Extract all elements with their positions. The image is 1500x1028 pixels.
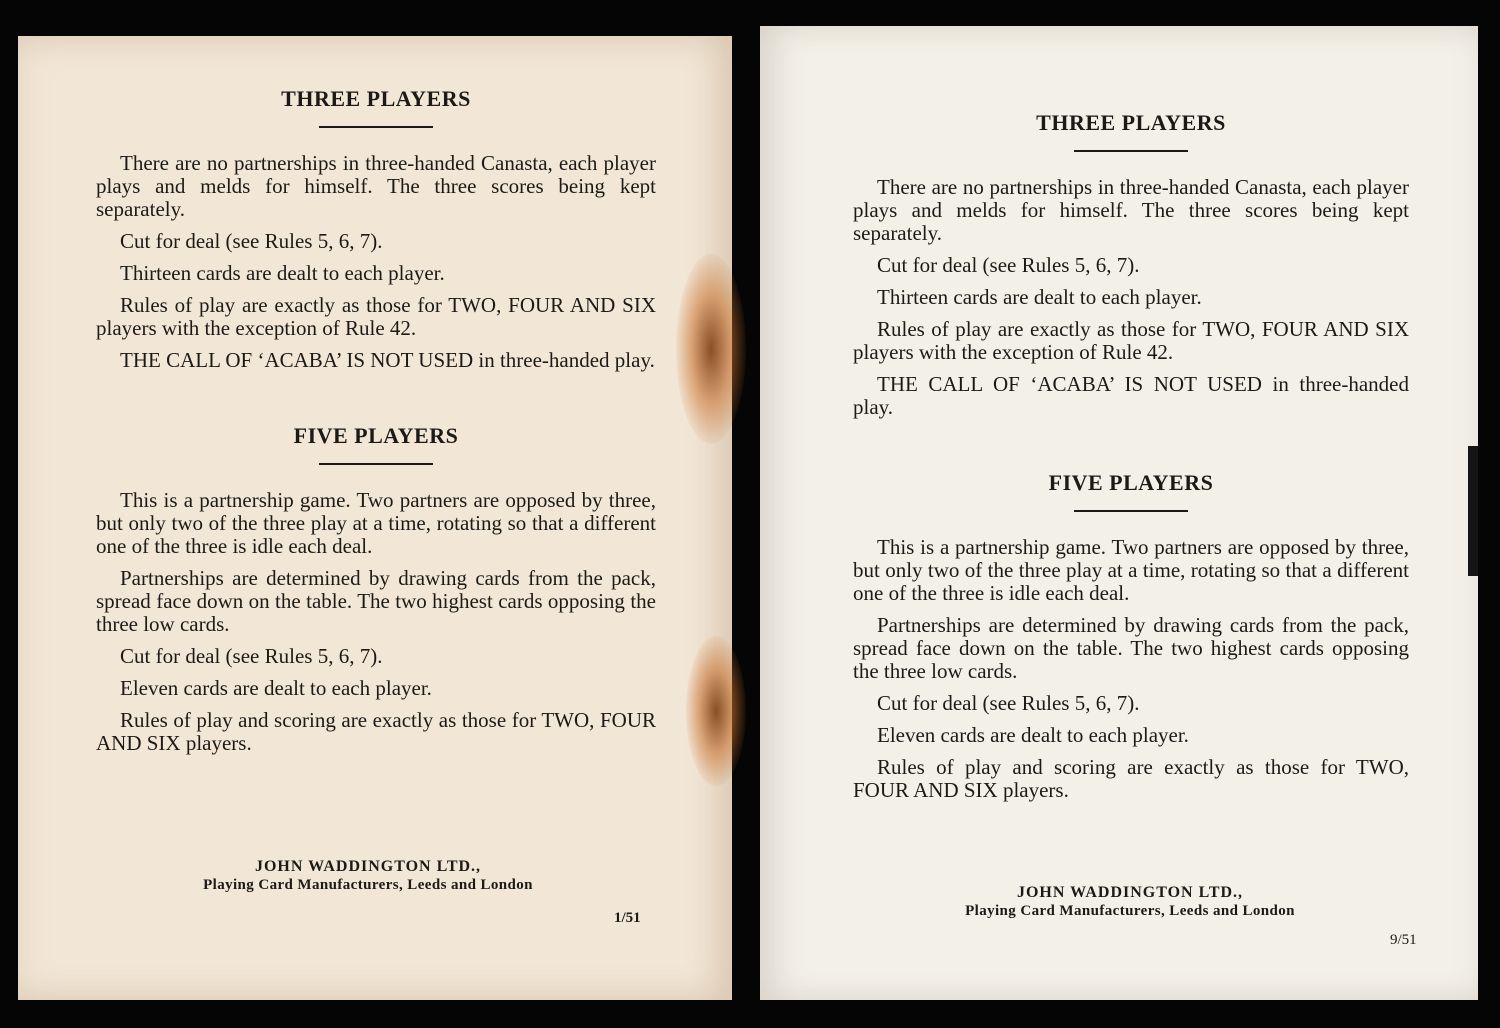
three-players-heading: THREE PLAYERS (1036, 110, 1226, 135)
paragraph: Rules of play are exactly as those for TWO, FOUR AND SIX players with the exception of Rule 42. (96, 293, 656, 340)
right-booklet-page (760, 26, 1478, 1000)
paragraph: Partnerships are determined by drawing cards from the pack, spread face down on the table. The two highest cards opposing the three low cards. (853, 613, 1409, 683)
rust-stain-upper (676, 254, 746, 444)
paragraph: Cut for deal (see Rules 5, 6, 7). (877, 253, 1140, 277)
publisher-footer (148, 858, 588, 894)
left-page-content (96, 86, 656, 764)
paragraph: Eleven cards are dealt to each player. (877, 723, 1189, 747)
five-players-heading: FIVE PLAYERS (293, 423, 459, 448)
paragraph: Partnerships are determined by drawing cards from the pack, spread face down on the table. The two highest cards opposing the three low cards. (96, 566, 656, 636)
publisher-tagline: Playing Card Manufacturers, Leeds and London (203, 877, 533, 893)
paragraph: THE CALL OF ‘ACABA’ IS NOT USED in three-handed play. (853, 372, 1409, 419)
paragraph: This is a partnership game. Two partners are opposed by three, but only two of the three play at a time, rotating so that a different one of the three is idle each deal. (853, 535, 1409, 605)
heading-divider (319, 126, 433, 128)
print-code: 9/51 (1390, 932, 1417, 948)
paragraph: Rules of play are exactly as those for TWO, FOUR AND SIX players with the exception of Rule 42. (853, 317, 1409, 364)
heading-divider (319, 463, 433, 465)
paragraph: Eleven cards are dealt to each player. (120, 676, 432, 700)
publisher-name: JOHN WADDINGTON LTD., (1016, 884, 1244, 901)
rust-stain-lower (686, 636, 746, 786)
paragraph: Cut for deal (see Rules 5, 6, 7). (877, 691, 1140, 715)
right-page-content (853, 110, 1409, 811)
paragraph: This is a partnership game. Two partners are opposed by three, but only two of the three play at a time, rotating so that a different one of the three is idle each deal. (96, 488, 656, 558)
left-booklet-page (18, 36, 732, 1000)
paragraph: Rules of play and scoring are exactly as those for TWO, FOUR AND SIX players. (853, 755, 1409, 802)
spine-tape (1468, 446, 1478, 576)
paragraph: Cut for deal (see Rules 5, 6, 7). (120, 229, 383, 253)
heading-divider (1074, 150, 1188, 152)
paragraph: Thirteen cards are dealt to each player. (120, 261, 445, 285)
paragraph: THE CALL OF ‘ACABA’ IS NOT USED in three-handed play. (120, 348, 655, 372)
paragraph: There are no partnerships in three-handed Canasta, each player plays and melds for himself. The three scores being kept separately. (96, 151, 656, 221)
publisher-footer (910, 884, 1350, 920)
paragraph: Thirteen cards are dealt to each player. (877, 285, 1202, 309)
paragraph: Rules of play and scoring are exactly as those for TWO, FOUR AND SIX players. (96, 708, 656, 755)
five-players-heading: FIVE PLAYERS (1048, 470, 1214, 495)
print-code: 1/51 (614, 910, 641, 926)
three-players-heading: THREE PLAYERS (281, 86, 471, 111)
publisher-name: JOHN WADDINGTON LTD., (254, 858, 482, 875)
paragraph: There are no partnerships in three-handed Canasta, each player plays and melds for himself. The three scores being kept separately. (853, 175, 1409, 245)
paragraph: Cut for deal (see Rules 5, 6, 7). (120, 644, 383, 668)
publisher-tagline: Playing Card Manufacturers, Leeds and London (965, 903, 1295, 919)
heading-divider (1074, 510, 1188, 512)
